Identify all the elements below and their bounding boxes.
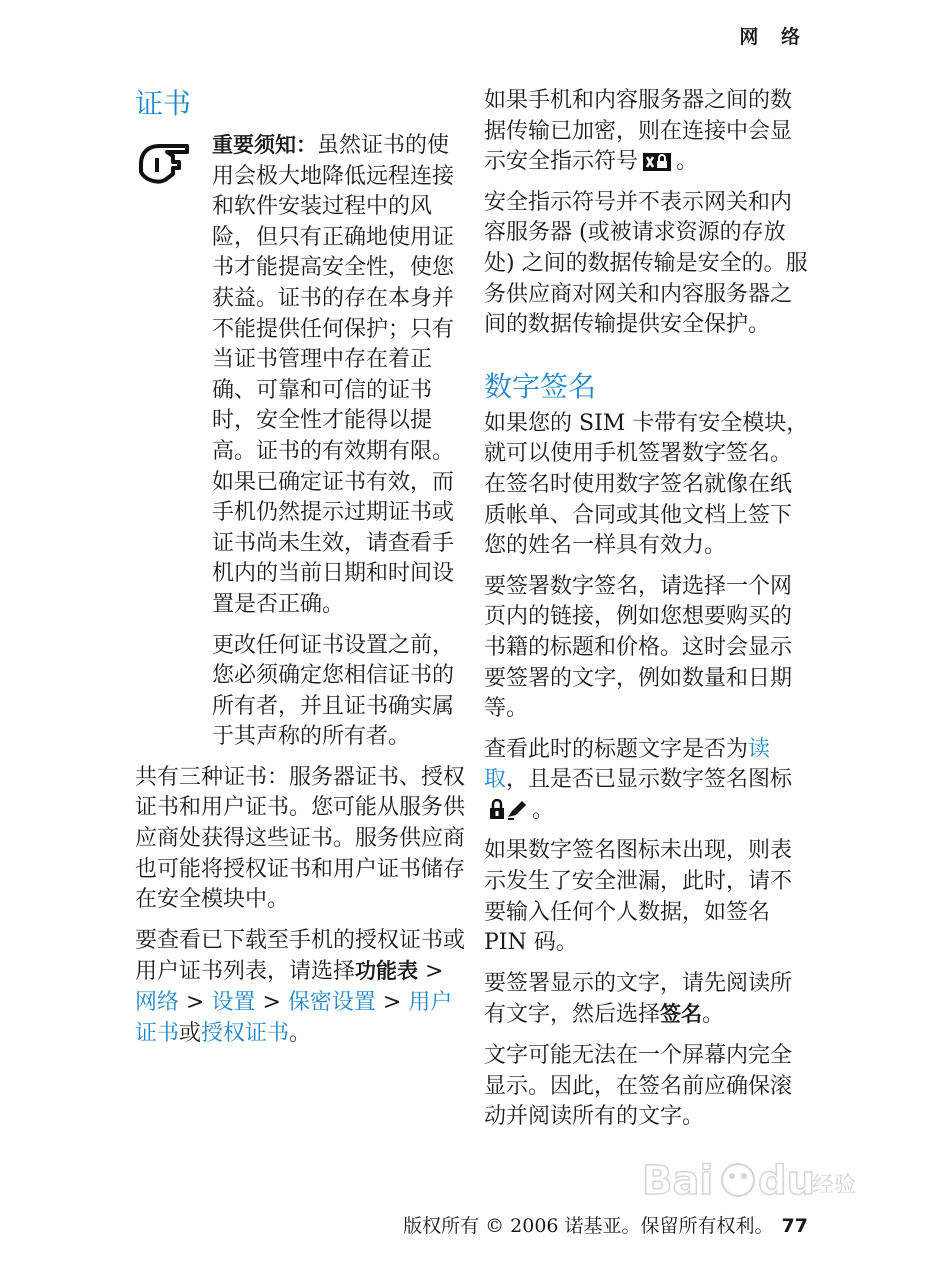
- heading-certificates: 证书: [135, 87, 192, 120]
- menu-link-security-settings[interactable]: 保密设置: [287, 990, 376, 1016]
- hand-pointer-icon: [137, 142, 195, 186]
- sign-text-end: 。: [702, 1002, 725, 1028]
- read-link[interactable]: 读取: [484, 736, 771, 793]
- cert-types-paragraph: 共有三种证书：服务器证书、授权证书和用户证书。您可能从服务供应商处获得这些证书。服务供应商也可能将授权证书和用户证书储存在安全模块中。: [135, 764, 466, 913]
- indicator-note-paragraph: 安全指示符号并不表示网关和内容服务器 (或被请求资源的存放处) 之间的数据传输是安全的。服务供应商对网关和内容服务器之间的数据传输提供安全保护。: [484, 189, 808, 338]
- check-title-paragraph: [484, 735, 812, 827]
- notice-label: 重要须知：: [212, 133, 317, 157]
- notice-text: 虽然证书的使用会极大地降低远程连接和软件安装过程中的风险，但只有正确地使用证书才能提高安全性，使您获益。证书的存在本身并不能提供任何保护；只有当证书管理中存在着正确、可靠和可信的证书时，安全性才能得以提高。证书的有效期有限。如果已确定证书有效，而手机仍然提示过期证书或证书尚未生效，请查看手机内的当前日期和时间设置是否正确。: [212, 133, 455, 617]
- svg-text:Bai: Bai: [642, 1158, 714, 1204]
- view-certs-paragraph: [135, 926, 465, 1049]
- security-indicator-icon: [642, 152, 672, 172]
- svg-text:经验: 经验: [812, 1173, 857, 1198]
- page-footer: [403, 1211, 808, 1238]
- baidu-watermark-logo: [642, 1150, 858, 1210]
- encryption-paragraph: [484, 86, 812, 178]
- menu-link-network[interactable]: 网络: [135, 990, 180, 1016]
- copyright-text: 版权所有 © 2006 诺基亚。保留所有权利。: [403, 1215, 774, 1237]
- encryption-text: 如果手机和内容服务器之间的数据传输已加密，则在连接中会显示安全指示符号: [484, 88, 793, 175]
- left-column: [135, 86, 465, 1049]
- heading-digital-signature: 数字签名: [484, 369, 597, 403]
- sign-text-paragraph: [484, 969, 812, 1031]
- or-text: 或: [179, 1020, 202, 1046]
- security-breach-paragraph: 如果数字签名图标未出现，则表示发生了安全泄漏，此时，请不要输入任何个人数据，如签名 PIN 码。: [484, 838, 793, 956]
- check-title-text: 查看此时的标题文字是否为: [484, 736, 749, 762]
- path-sep-3: >: [255, 990, 288, 1016]
- notice-paragraph-2: 更改任何证书设置之前，您必须确定您相信证书的所有者，并且证书确实属于其声称的所有者。: [212, 632, 455, 750]
- view-certs-text: 要查看已下载至手机的授权证书或用户证书列表，请选择: [135, 927, 466, 985]
- menu-link-settings[interactable]: 设置: [211, 990, 256, 1016]
- important-notice: [135, 130, 465, 753]
- sign-steps-paragraph: 要签署数字签名，请选择一个网页内的链接，例如您想要购买的书籍的标题和价格。这时会显示要签署的文字，例如数量和日期等。: [484, 573, 793, 722]
- sign-option: 签名: [660, 1002, 703, 1027]
- sim-paragraph: 如果您的 SIM 卡带有安全模块，就可以使用手机签署数字签名。在签名时使用数字签名就像在纸质帐单、合同或其他文档上签下您的姓名一样具有效力。: [484, 410, 809, 559]
- digital-signature-icon: [488, 799, 528, 821]
- encryption-end: 。: [676, 149, 699, 175]
- path-sep-1: >: [418, 959, 444, 985]
- check-title-end: 。: [532, 797, 555, 823]
- scroll-paragraph: 文字可能无法在一个屏幕内完全显示。因此，在签名前应确保滚动并阅读所有的文字。: [484, 1043, 793, 1130]
- menu-link-user-certs[interactable]: 用户证书: [135, 990, 453, 1046]
- right-column: [484, 86, 812, 1133]
- menu-label: 功能表: [355, 959, 419, 984]
- notice-paragraph: [212, 130, 465, 621]
- page-number: 77: [781, 1215, 808, 1237]
- section-header: 网 络: [739, 26, 808, 48]
- sign-text-before: 要签署显示的文字，请先阅读所有文字，然后选择: [484, 970, 793, 1028]
- menu-link-auth-certs[interactable]: 授权证书: [201, 1020, 290, 1046]
- check-title-after: ，且是否已显示数字签名图标: [506, 767, 793, 793]
- end-text: 。: [289, 1020, 312, 1046]
- svg-text:du: du: [758, 1158, 816, 1204]
- path-sep-2: >: [179, 990, 212, 1016]
- path-sep-4: >: [375, 990, 409, 1016]
